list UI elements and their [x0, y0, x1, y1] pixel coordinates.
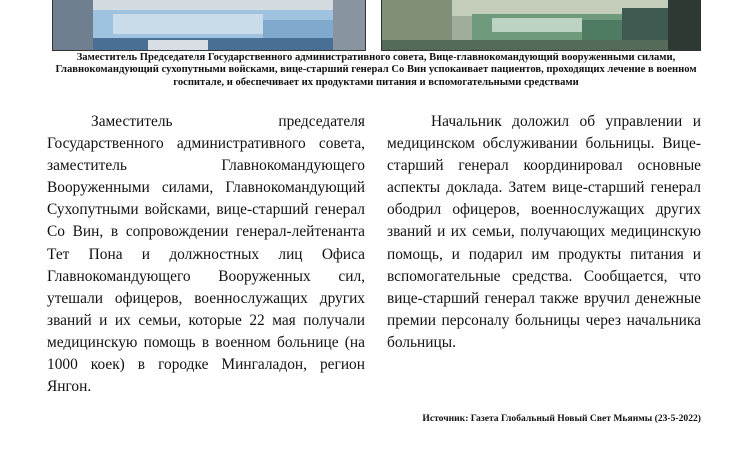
article-paragraph-left: Заместитель председателя Государственного административного совета, заместитель Главнокомандующего Вооруженными силами, Главнокомандующий Сухопутными войсками, вице-старший генерал Со Вин, в сопровождении генерал-лейтенанта Тет Пона и должностных лиц Офиса Главнокомандующего Вооруженных сил, утешали офицеров, военнослужащих других званий и их семьи, которые 22 мая получали медицинскую помощь в военном больнице (на 1000 коек) в городке Мингаладон, регион Янгон.	[47, 113, 365, 396]
photo-right	[381, 0, 701, 51]
source-citation: Источник: Газета Глобальный Новый Свет Мьянмы (23-5-2022)	[422, 413, 701, 424]
photo-caption: Заместитель Председателя Государственного административного совета, Вице-главнокомандующий вооруженными силами, Главнокомандующий сухопутными войсками, вице-старший генерал Со Вин успокаивает пациентов, проходящих лечение в военном госпитале, и обеспечивает их продуктами питания и вспомогательными средствами	[55, 52, 697, 88]
article-paragraph-right: Начальник доложил об управлении и медицинском обслуживании больницы. Вице-старший генерал координировал основные аспекты доклада. Затем вице-старший генерал ободрил офицеров, военнослужащих других званий и их семьи, получающих медицинскую помощь, и подарил им продукты питания и вспомогательные средства. Сообщается, что вице-старший генерал также вручил денежные премии персоналу больницы через начальника больницы.	[387, 113, 701, 351]
hospital-bed-photo-left	[53, 0, 365, 50]
hospital-bed-photo-right	[382, 0, 700, 50]
photo-left	[52, 0, 366, 51]
